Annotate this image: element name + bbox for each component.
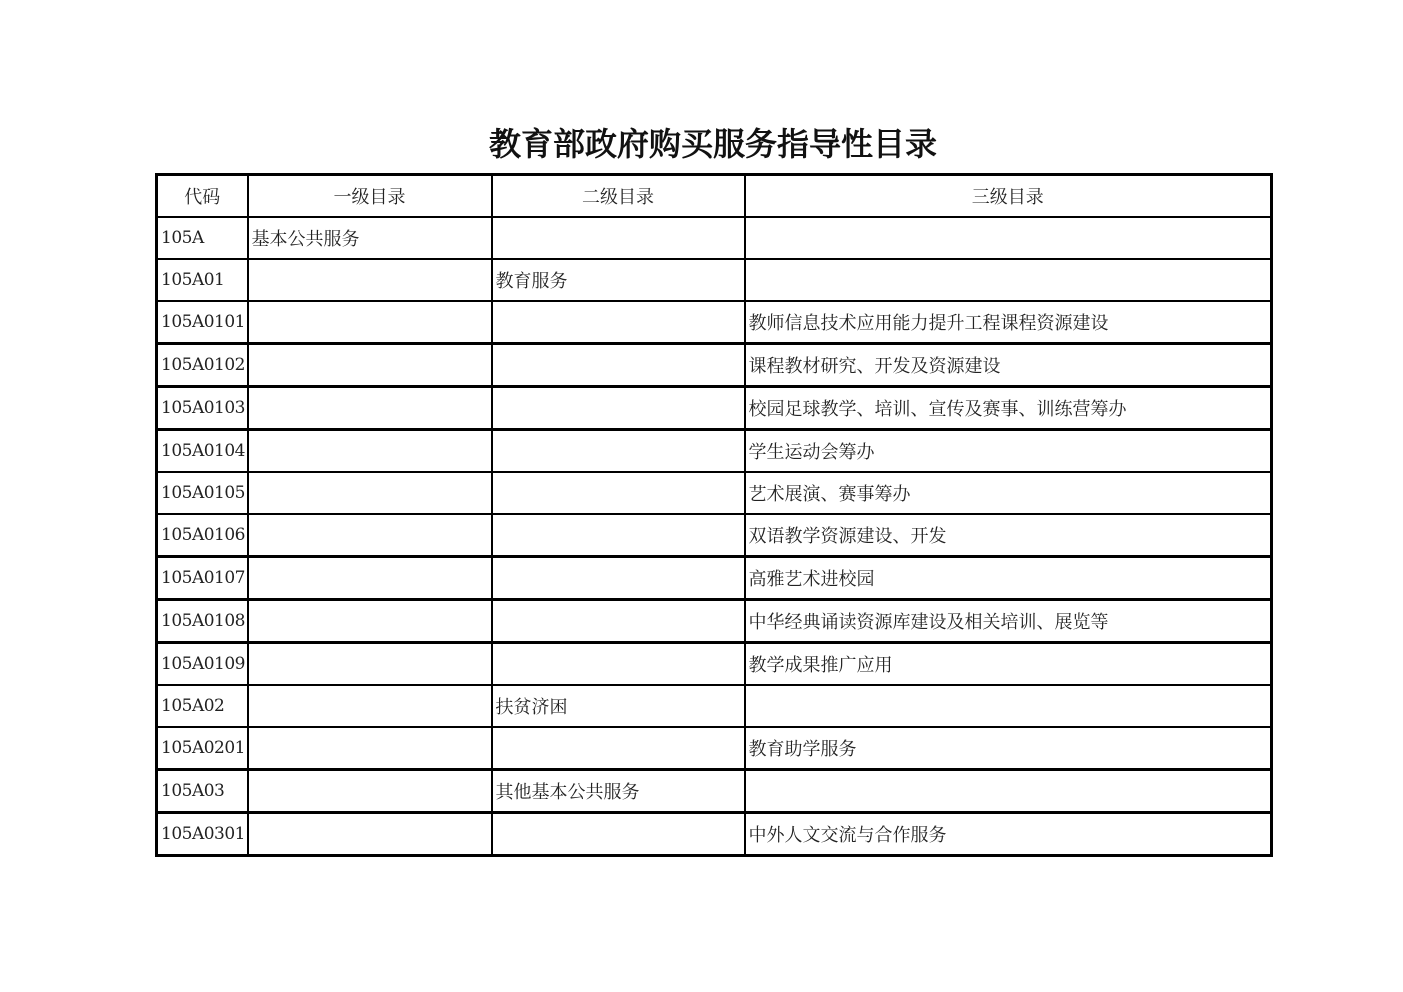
cell-level3: 双语教学资源建设、开发 [745,514,1272,557]
cell-code: 105A0102 [157,344,248,387]
cell-level3: 课程教材研究、开发及资源建设 [745,344,1272,387]
header-level2: 二级目录 [492,175,745,218]
cell-level1 [248,727,492,770]
cell-level1 [248,600,492,643]
cell-level2 [492,600,745,643]
cell-code: 105A03 [157,770,248,813]
cell-level2 [492,813,745,856]
cell-level2 [492,727,745,770]
cell-level1 [248,643,492,686]
cell-level2 [492,472,745,514]
cell-level1 [248,514,492,557]
cell-level2: 其他基本公共服务 [492,770,745,813]
table-row [157,557,1272,600]
cell-level2: 教育服务 [492,259,745,301]
cell-level2 [492,430,745,473]
table-row [157,600,1272,643]
table-header-row [157,175,1272,218]
cell-level1 [248,770,492,813]
table-row [157,472,1272,514]
table-row [157,259,1272,301]
page-title: 教育部政府购买服务指导性目录 [488,125,937,163]
cell-code: 105A0107 [157,557,248,600]
cell-level1 [248,472,492,514]
cell-level1 [248,557,492,600]
table-row [157,727,1272,770]
cell-code: 105A0108 [157,600,248,643]
table-row [157,301,1272,344]
cell-level3: 教师信息技术应用能力提升工程课程资源建设 [745,301,1272,344]
cell-level2 [492,217,745,259]
cell-level2 [492,344,745,387]
table-row [157,387,1272,430]
cell-level3: 学生运动会筹办 [745,430,1272,473]
table-row [157,514,1272,557]
cell-code: 105A0201 [157,727,248,770]
cell-code: 105A0106 [157,514,248,557]
table-row [157,643,1272,686]
cell-level3: 校园足球教学、培训、宣传及赛事、训练营筹办 [745,387,1272,430]
cell-level2: 扶贫济困 [492,685,745,727]
cell-level2 [492,557,745,600]
header-level1: 一级目录 [248,175,492,218]
cell-level1 [248,685,492,727]
cell-level3 [745,217,1272,259]
table-row [157,685,1272,727]
cell-level3: 教育助学服务 [745,727,1272,770]
cell-level2 [492,301,745,344]
table-row [157,217,1272,259]
cell-code: 105A01 [157,259,248,301]
cell-code: 105A [157,217,248,259]
header-code: 代码 [157,175,248,218]
cell-level3: 高雅艺术进校园 [745,557,1272,600]
cell-level3 [745,770,1272,813]
cell-code: 105A0104 [157,430,248,473]
cell-level1 [248,430,492,473]
cell-level3: 中外人文交流与合作服务 [745,813,1272,856]
cell-code: 105A0109 [157,643,248,686]
cell-level3: 教学成果推广应用 [745,643,1272,686]
cell-level1 [248,259,492,301]
cell-level2 [492,643,745,686]
cell-code: 105A02 [157,685,248,727]
cell-level3: 艺术展演、赛事筹办 [745,472,1272,514]
cell-level3 [745,259,1272,301]
cell-level1 [248,344,492,387]
cell-level3 [745,685,1272,727]
table-row [157,344,1272,387]
table-row [157,770,1272,813]
cell-level1 [248,387,492,430]
cell-code: 105A0105 [157,472,248,514]
header-level3: 三级目录 [745,175,1272,218]
cell-level1 [248,813,492,856]
cell-code: 105A0101 [157,301,248,344]
cell-level1: 基本公共服务 [248,217,492,259]
catalog-table [155,173,1273,857]
cell-level1 [248,301,492,344]
cell-level2 [492,387,745,430]
table-row [157,430,1272,473]
cell-code: 105A0301 [157,813,248,856]
cell-code: 105A0103 [157,387,248,430]
cell-level3: 中华经典诵读资源库建设及相关培训、展览等 [745,600,1272,643]
table-row [157,813,1272,856]
cell-level2 [492,514,745,557]
